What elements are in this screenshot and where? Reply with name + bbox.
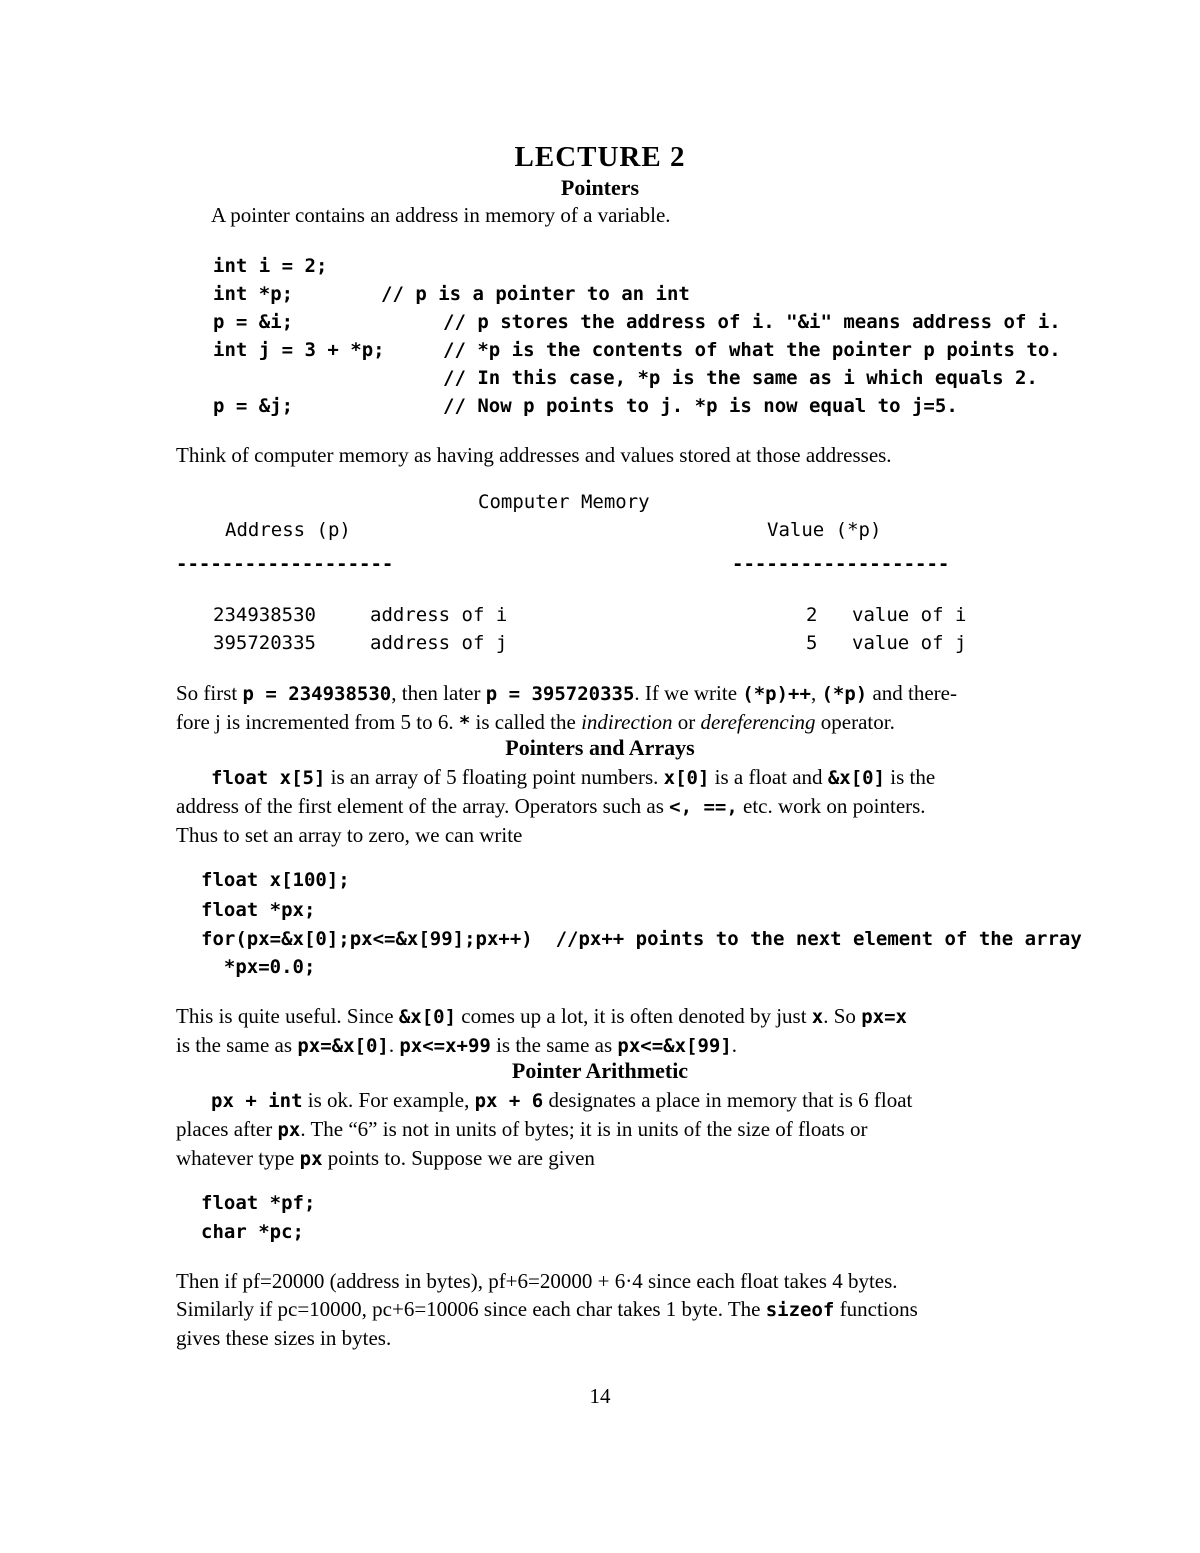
inline-code: px + int	[211, 1090, 303, 1112]
text: ,	[810, 681, 822, 705]
text: This is quite useful. Since	[176, 1004, 399, 1028]
code-line: *px=0.0;	[201, 956, 316, 978]
text: Similarly if pc=10000, pc+6=10006 since each char takes 1 byte. The	[176, 1297, 766, 1321]
code-line: p = &i;	[213, 311, 294, 333]
section-heading-pointers: Pointers	[560, 175, 640, 200]
inline-code: &x[0]	[827, 767, 886, 789]
intro-text: A pointer contains an address in memory of a variable.	[211, 203, 671, 227]
code-line: float x[100];	[201, 869, 350, 891]
code-comment: // Now p points to j. *p is now equal to j=5.	[443, 395, 958, 417]
text: comes up a lot, it is often denoted by just	[456, 1004, 812, 1028]
section-heading-arithmetic: Pointer Arithmetic	[511, 1058, 689, 1083]
arrays-paragraph	[176, 763, 1076, 849]
code-line: float *px;	[201, 899, 316, 921]
inline-code: *	[458, 712, 471, 734]
text: designates a place in memory that is 6 float	[543, 1088, 913, 1112]
code-line: char *pc;	[201, 1221, 304, 1243]
emphasis: dereferencing	[700, 710, 816, 734]
column-rule-value: -------------------	[732, 553, 950, 575]
code-comment: // In this case, *p is the same as i which equals 2.	[443, 367, 1038, 389]
text: .	[731, 1033, 738, 1057]
code-line: int j = 3 + *p;	[213, 339, 385, 361]
text: operator.	[815, 710, 895, 734]
text: fore j is incremented from 5 to 6.	[176, 710, 459, 734]
sizeof-paragraph	[176, 1267, 1076, 1352]
inline-code: p = 395720335	[485, 683, 635, 705]
inline-code: <, ==,	[669, 796, 738, 818]
value-cell: 5	[806, 632, 818, 654]
text: . So	[823, 1004, 862, 1028]
memory-table-caption: Computer Memory	[478, 491, 650, 513]
inline-code: px<=x+99	[399, 1035, 491, 1057]
text: So first	[176, 681, 243, 705]
text: and there-	[867, 681, 957, 705]
inline-code: px + 6	[474, 1090, 544, 1112]
code-line: p = &j;	[213, 395, 294, 417]
column-header-value: Value (*p)	[767, 519, 882, 541]
page-title: LECTURE 2	[514, 141, 686, 173]
arithmetic-paragraph	[176, 1086, 1076, 1173]
address-desc-cell: address of j	[370, 632, 508, 654]
inline-code: (*p)++	[742, 683, 811, 705]
text: places after	[176, 1117, 278, 1141]
value-cell: 2	[806, 604, 818, 626]
inline-code: x	[811, 1006, 824, 1028]
text: address of the first element of the array. Operators such as	[176, 794, 670, 818]
code-comment: // *p is the contents of what the pointer p points to.	[443, 339, 1061, 361]
text: is the same as	[490, 1033, 618, 1057]
section-heading-arrays: Pointers and Arrays	[505, 735, 695, 760]
text: .	[388, 1033, 400, 1057]
inline-code: px=x	[861, 1006, 907, 1028]
inline-code: p = 234938530	[242, 683, 392, 705]
text: Thus to set an array to zero, we can write	[176, 823, 523, 847]
text: Then if pf=20000 (address in bytes), pf+6=20000 + 6·4 since each float takes 4 bytes.	[176, 1269, 898, 1293]
inline-code: (*p)	[821, 683, 868, 705]
text: is ok. For example,	[302, 1088, 475, 1112]
text: . If we write	[634, 681, 743, 705]
dereference-paragraph	[176, 679, 1076, 737]
text: or	[672, 710, 701, 734]
text: functions	[834, 1297, 918, 1321]
column-rule-address: -------------------	[176, 553, 394, 575]
text: is a float and	[709, 765, 828, 789]
text: is an array of 5 floating point numbers.	[325, 765, 664, 789]
code-line: int i = 2;	[213, 255, 328, 277]
emphasis: indirection	[581, 710, 673, 734]
inline-code: px<=&x[99]	[617, 1035, 732, 1057]
page-number: 14	[589, 1384, 611, 1408]
address-desc-cell: address of i	[370, 604, 508, 626]
inline-code: x[0]	[663, 767, 710, 789]
memory-intro-text: Think of computer memory as having addresses and values stored at those addresses.	[176, 443, 892, 467]
inline-code: sizeof	[765, 1299, 835, 1321]
text: is called the	[470, 710, 582, 734]
address-cell: 395720335	[213, 632, 316, 654]
code-comment: // p stores the address of i. "&i" means address of i.	[443, 311, 1061, 333]
code-line: int *p;	[213, 283, 294, 305]
inline-code: &x[0]	[398, 1006, 457, 1028]
useful-paragraph	[176, 1002, 1076, 1060]
text: gives these sizes in bytes.	[176, 1326, 392, 1350]
code-line: for(px=&x[0];px<=&x[99];px++) //px++ points to the next element of the array	[201, 928, 1082, 950]
text: points to. Suppose we are given	[322, 1146, 595, 1170]
text: etc. work on pointers.	[737, 794, 926, 818]
code-line: float *pf;	[201, 1192, 316, 1214]
inline-code: px	[277, 1119, 301, 1141]
text: , then later	[391, 681, 486, 705]
text: is the same as	[176, 1033, 298, 1057]
column-header-address: Address (p)	[225, 519, 351, 541]
value-desc-cell: value of j	[852, 632, 967, 654]
value-desc-cell: value of i	[852, 604, 967, 626]
address-cell: 234938530	[213, 604, 316, 626]
code-comment: // p is a pointer to an int	[381, 283, 690, 305]
text: whatever type	[176, 1146, 300, 1170]
inline-code: px	[299, 1148, 323, 1170]
inline-code: float x[5]	[211, 767, 326, 789]
text: is the	[885, 765, 936, 789]
inline-code: px=&x[0]	[297, 1035, 389, 1057]
text: . The “6” is not in units of bytes; it is in units of the size of floats or	[300, 1117, 868, 1141]
